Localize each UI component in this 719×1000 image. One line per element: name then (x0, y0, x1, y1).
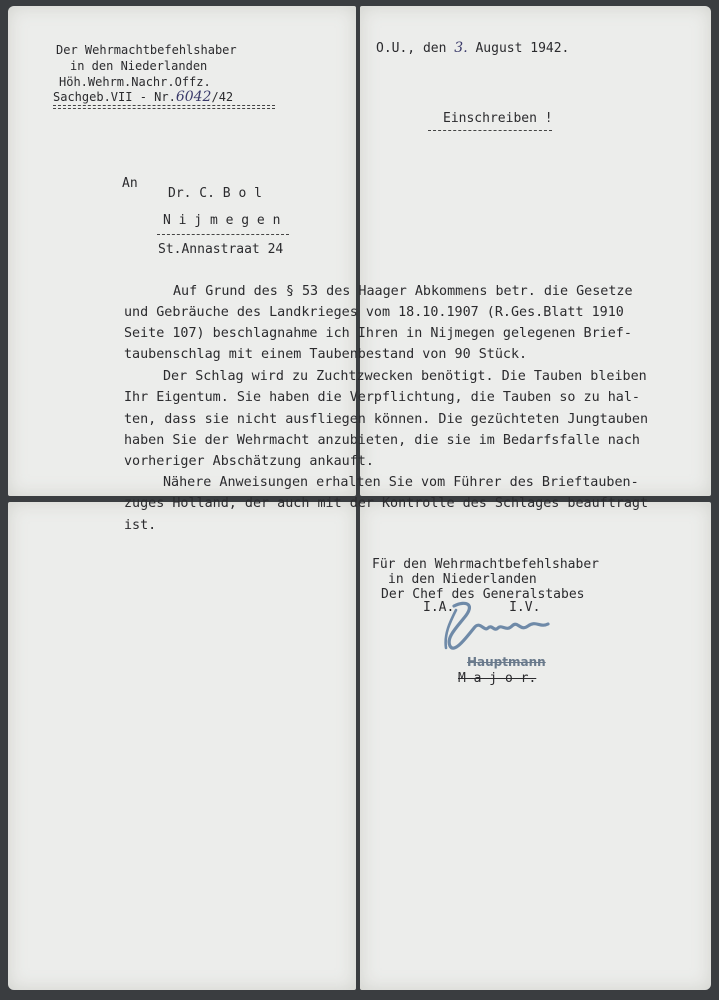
signature-line-4: I.A. I.V. (423, 600, 541, 615)
body-line: ist. (124, 518, 157, 533)
registered-mail-note: Einschreiben ! (443, 111, 553, 126)
body-line: ten, dass sie nicht ausfliegen können. Die gezüchteten Jungtauben (124, 412, 649, 427)
body-line: Der Schlag wird zu Zuchtzwecken benötigt. Die Tauben bleiben (163, 369, 647, 384)
date-day-handwritten: 3. (454, 40, 468, 56)
body-line: taubenschlag mit einem Taubenbestand von 90 Stück. (124, 347, 528, 362)
body-line: und Gebräuche des Landkrieges vom 18.10.1907 (R.Ges.Blatt 1910 (124, 305, 624, 320)
rank-typed-struck: M a j o r. (458, 671, 537, 686)
sender-line-2: in den Niederlanden (70, 59, 208, 73)
addressee-an: An (122, 176, 138, 191)
body-line: haben Sie der Wehrmacht anzubieten, die sie im Bedarfsfalle nach (124, 433, 640, 448)
paper-quadrant-bottom-left (8, 502, 356, 990)
place-date-suffix: August 1942. (475, 41, 570, 56)
signature-line-1: Für den Wehrmachtbefehlshaber (372, 557, 599, 572)
signature-line-3: Der Chef des Generalstabes (381, 587, 585, 602)
body-line: Ihr Eigentum. Sie haben die Verpflichtung, die Tauben so zu hal- (124, 390, 640, 405)
reference-prefix: Sachgeb.VII - Nr. (53, 90, 176, 104)
registered-rule (428, 130, 552, 131)
body-line: zuges Holland, der auch mit der Kontrolle des Schlages beauftragt (124, 496, 649, 511)
sender-reference (53, 89, 275, 106)
rank-stamp-struck: Hauptmann (467, 655, 546, 669)
reference-suffix: /42 (211, 90, 234, 104)
addressee-city-rule (157, 234, 289, 235)
addressee-name: Dr. C. B o l (168, 186, 262, 201)
sender-line-3: Höh.Wehrm.Nachr.Offz. (59, 75, 211, 89)
signature-line-2: in den Niederlanden (388, 572, 537, 587)
sender-line-1: Der Wehrmachtbefehlshaber (56, 43, 237, 57)
place-date-prefix: O.U., den (376, 41, 447, 56)
place-date (376, 40, 569, 57)
body-line: Seite 107) beschlagnahme ich Ihren in Nijmegen gelegenen Brief- (124, 326, 632, 341)
body-line: vorheriger Abschätzung ankauft. (124, 454, 374, 469)
body-line: Nähere Anweisungen erhalten Sie vom Führer des Brieftauben- (163, 475, 639, 490)
reference-number-handwritten: 6042 (175, 89, 212, 105)
addressee-street: St.Annastraat 24 (158, 242, 284, 257)
addressee-city: N i j m e g e n (163, 213, 281, 228)
body-line: Auf Grund des § 53 des Haager Abkommens betr. die Gesetze (173, 284, 633, 299)
sender-rule (53, 108, 275, 109)
